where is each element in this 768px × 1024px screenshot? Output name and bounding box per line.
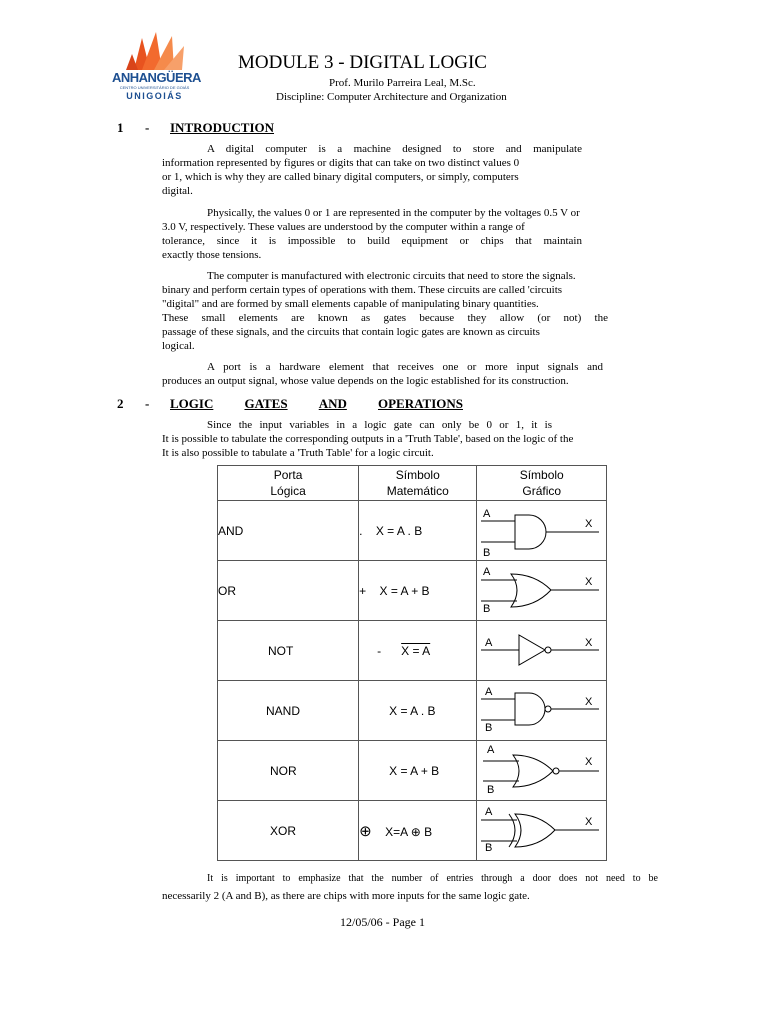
operator-symbol: ⊕ — [359, 822, 372, 840]
title-word: AND — [318, 396, 347, 411]
section2-number: 2 — [117, 396, 124, 411]
table-row — [218, 801, 607, 861]
text-line: It is also possible to tabulate a 'Truth Table' for a logic circuit. — [162, 447, 434, 459]
intro-paragraph-1 — [162, 142, 582, 198]
text-line: The computer is manufactured with electronic circuits that need to store the signals. — [207, 270, 576, 282]
expression-text: X = A . B — [375, 523, 423, 538]
gate-graphic — [477, 501, 607, 561]
gate-name: AND — [218, 501, 359, 561]
svg-text:X: X — [585, 576, 593, 588]
logo-small-text: CENTRO UNIVERSITÁRIO DE GOIÁS — [119, 85, 190, 90]
gate-name: NAND — [218, 681, 359, 741]
section1-dash: - — [145, 120, 150, 135]
section2-title — [170, 396, 463, 412]
svg-text:X: X — [585, 756, 593, 768]
logo-unigoias-text: UNIGOIÁS — [126, 91, 183, 101]
text-line: A digital computer is a machine designed to store and manipulate — [207, 143, 582, 155]
section1-title: INTRODUCTION — [170, 120, 275, 135]
gate-expression — [359, 741, 477, 801]
not-gate-icon — [477, 621, 605, 680]
gate-expression — [359, 501, 477, 561]
gate-name: NOT — [218, 621, 359, 681]
table-row — [218, 741, 607, 801]
logo-flame-icon — [112, 30, 197, 72]
gate-expression — [359, 621, 477, 681]
table-row — [218, 501, 607, 561]
header-text: Símbolo — [395, 468, 440, 482]
operator-symbol: + — [359, 583, 367, 598]
title-word: LOGIC — [170, 396, 214, 411]
svg-text:B: B — [487, 784, 495, 796]
nand-gate-icon — [477, 681, 605, 740]
svg-text:A: A — [487, 744, 495, 756]
gate-expression — [359, 561, 477, 621]
header-text: Matemático — [386, 484, 449, 498]
title-word: GATES — [244, 396, 288, 411]
header-text: Lógica — [270, 484, 306, 498]
text-line: Physically, the values 0 or 1 are represented in the computer by the voltages 0.5 V or — [207, 207, 580, 219]
header-text: Gráfico — [522, 484, 562, 498]
gate-name: OR — [218, 561, 359, 621]
svg-text:A: A — [483, 508, 491, 520]
text-line: necessarily 2 (A and B), as there are chips with more inputs for the same logic gate. — [162, 890, 530, 902]
nor-gate-icon — [477, 741, 605, 800]
section2-dash: - — [145, 396, 150, 411]
svg-text:A: A — [483, 566, 491, 578]
text-line: Since the input variables in a logic gate can only be 0 or 1, it is — [207, 419, 552, 431]
text-line: 3.0 V, respectively. These values are understood by the computer within a range of — [162, 221, 525, 233]
svg-text:X: X — [585, 696, 593, 708]
gate-graphic — [477, 801, 607, 861]
logo-brand-text: ANHANGÜERA — [112, 70, 201, 85]
text-line: These small elements are known as gates because they allow (or not) the — [162, 312, 608, 324]
gate-graphic — [477, 621, 607, 681]
text-line: passage of these signals, and the circuits that contain logic gates are known as circuits — [162, 326, 540, 338]
svg-text:A: A — [485, 686, 493, 698]
svg-text:B: B — [485, 842, 493, 854]
university-logo — [112, 30, 201, 105]
table-header-row — [218, 466, 607, 501]
discipline-name: Discipline: Computer Architecture and Organization — [276, 91, 507, 103]
text-line: tolerance, since it is impossible to build equipment or chips that maintain — [162, 235, 582, 247]
table-row — [218, 561, 607, 621]
svg-text:X: X — [585, 518, 593, 530]
operator-symbol: . — [359, 523, 363, 538]
text-line: It is important to emphasize that the number of entries through a door does not need to be — [207, 873, 658, 884]
or-gate-icon — [477, 561, 605, 620]
svg-text:X: X — [585, 816, 593, 828]
page-title: MODULE 3 - DIGITAL LOGIC — [238, 52, 487, 73]
gate-graphic — [477, 561, 607, 621]
gate-name: XOR — [218, 801, 359, 861]
expression-text: X=A ⊕ B — [385, 824, 433, 839]
section1-number: 1 — [117, 120, 124, 135]
svg-text:B: B — [483, 603, 491, 615]
svg-text:A: A — [485, 806, 493, 818]
text-line: logical. — [162, 340, 195, 352]
text-line: digital. — [162, 185, 193, 197]
svg-text:B: B — [485, 722, 493, 734]
section2-intro — [162, 418, 632, 460]
table-row — [218, 681, 607, 741]
header-math — [359, 466, 477, 501]
text-line: It is possible to tabulate the corresponding outputs in a 'Truth Table', based on the logic of the — [162, 433, 574, 445]
text-line: binary and perform certain types of operations with them. These circuits are called 'circuits — [162, 284, 563, 296]
gate-name: NOR — [218, 741, 359, 801]
text-line: exactly those tensions. — [162, 249, 262, 261]
expression-text: X = A + B — [389, 763, 440, 778]
text-line: or 1, which is why they are called binary digital computers, or simply, computers — [162, 171, 519, 183]
table-row — [218, 621, 607, 681]
and-gate-icon — [477, 501, 605, 560]
text-line: "digital" and are formed by small elements capable of manipulating binary quantities. — [162, 298, 539, 310]
xor-gate-icon — [477, 801, 605, 860]
header-text: Símbolo — [519, 468, 564, 482]
header-gate — [218, 466, 359, 501]
expression-text: X = A . B — [389, 703, 436, 718]
text-line: A port is a hardware element that receives one or more input signals and — [207, 361, 603, 373]
svg-text:A: A — [485, 637, 493, 649]
logic-gates-table — [217, 465, 607, 861]
section2-closing — [162, 872, 658, 903]
svg-text:X: X — [585, 637, 593, 649]
expression-text: X = A + B — [379, 583, 430, 598]
intro-paragraph-3 — [162, 269, 642, 353]
gate-graphic — [477, 741, 607, 801]
professor-name: Prof. Murilo Parreira Leal, M.Sc. — [329, 77, 476, 89]
title-word: OPERATIONS — [378, 396, 463, 411]
text-line: information represented by figures or digits that can take on two distinct values 0 — [162, 157, 520, 169]
intro-paragraph-2 — [162, 206, 632, 262]
svg-text:B: B — [483, 547, 491, 559]
page-footer: 12/05/06 - Page 1 — [340, 915, 425, 929]
expression-text: X = A — [401, 643, 431, 658]
header-graphic — [477, 466, 607, 501]
gate-expression — [359, 681, 477, 741]
gate-expression — [359, 801, 477, 861]
operator-symbol: - — [377, 643, 382, 658]
gate-graphic — [477, 681, 607, 741]
text-line: produces an output signal, whose value depends on the logic established for its construction. — [162, 375, 569, 387]
header-text: Porta — [273, 468, 303, 482]
intro-paragraph-4 — [162, 360, 642, 388]
